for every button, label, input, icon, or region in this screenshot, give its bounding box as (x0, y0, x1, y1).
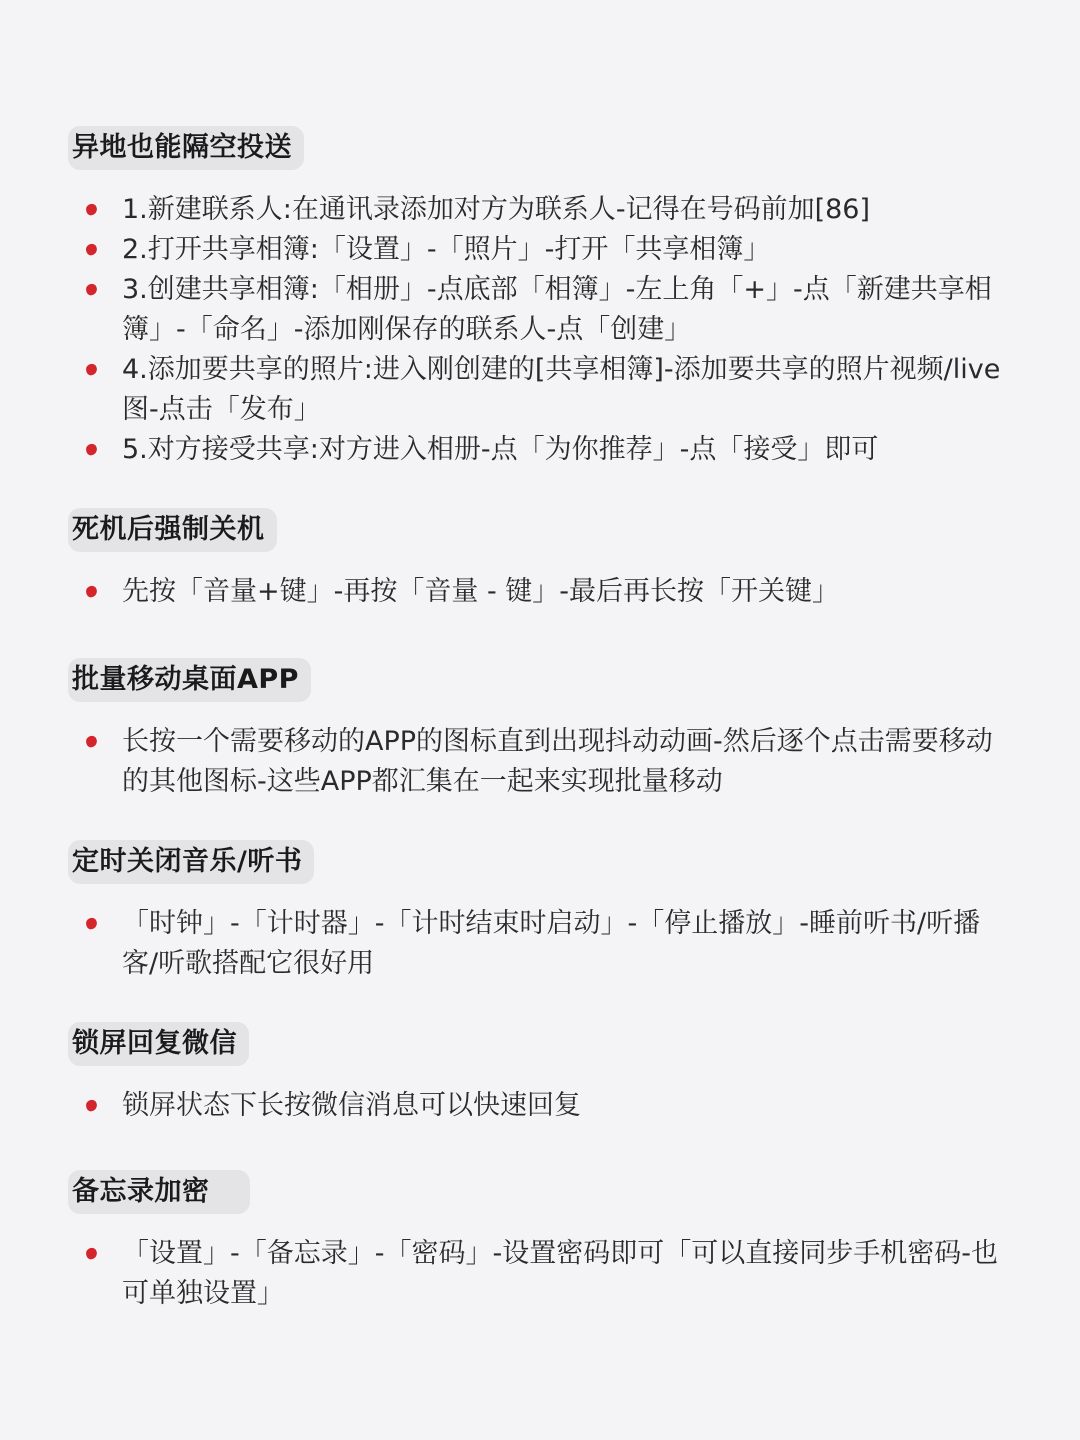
section-heading: 锁屏回复微信 (68, 1022, 249, 1066)
list-item (68, 1086, 1016, 1126)
bullet-list (68, 722, 1028, 802)
list-item (68, 572, 1016, 612)
list-item (68, 1234, 1016, 1314)
section-force-shutdown (68, 508, 1028, 612)
list-item-text: 2.打开共享相簿:「设置」-「照片」-打开「共享相簿」 (122, 234, 771, 265)
list-item-text: 「时钟」-「计时器」-「计时结束时启动」-「停止播放」-睡前听书/听播客/听歌搭配它很好用 (122, 908, 981, 979)
section-airdrop (68, 126, 1028, 470)
bullet-list (68, 904, 1028, 984)
bullet-dot-icon (84, 242, 98, 256)
bullet-dot-icon (84, 282, 98, 296)
bullet-dot-icon (84, 734, 98, 748)
bullet-dot-icon (84, 1098, 98, 1112)
list-item-text: 4.添加要共享的照片:进入刚创建的[共享相簿]-添加要共享的照片视频/live图-点击「发布」 (122, 354, 1001, 425)
bullet-list (68, 1086, 1028, 1126)
list-item (68, 904, 1016, 984)
section-timer-stop (68, 840, 1028, 984)
list-item-text: 3.创建共享相簿:「相册」-点底部「相簿」-左上角「+」-点「新建共享相簿」-「命名」-添加刚保存的联系人-点「创建」 (122, 274, 992, 345)
bullet-dot-icon (84, 362, 98, 376)
section-heading: 异地也能隔空投送 (68, 126, 304, 170)
list-item-text: 「设置」-「备忘录」-「密码」-设置密码即可「可以直接同步手机密码-也可单独设置」 (122, 1238, 998, 1309)
bullet-dot-icon (84, 584, 98, 598)
section-heading: 定时关闭音乐/听书 (68, 840, 314, 884)
section-lockscreen-wechat (68, 1022, 1028, 1126)
list-item (68, 270, 1016, 350)
bullet-dot-icon (84, 916, 98, 930)
list-item-text: 锁屏状态下长按微信消息可以快速回复 (122, 1090, 581, 1121)
list-item-text: 1.新建联系人:在通讯录添加对方为联系人-记得在号码前加[86] (122, 194, 871, 225)
section-heading: 死机后强制关机 (68, 508, 277, 552)
list-item (68, 230, 1016, 270)
list-item (68, 430, 1016, 470)
bullet-dot-icon (84, 442, 98, 456)
section-heading: 备忘录加密 (68, 1170, 250, 1214)
bullet-list (68, 1234, 1028, 1314)
bullet-list (68, 190, 1028, 470)
section-heading: 批量移动桌面APP (68, 658, 311, 702)
bullet-dot-icon (84, 1246, 98, 1260)
list-item-text: 先按「音量+键」-再按「音量 - 键」-最后再长按「开关键」 (122, 576, 840, 607)
section-notes-lock (68, 1170, 1028, 1314)
bullet-dot-icon (84, 202, 98, 216)
section-batch-move-apps (68, 658, 1028, 802)
list-item-text: 5.对方接受共享:对方进入相册-点「为你推荐」-点「接受」即可 (122, 434, 879, 465)
list-item (68, 722, 1016, 802)
list-item-text: 长按一个需要移动的APP的图标直到出现抖动动画-然后逐个点击需要移动的其他图标-这些APP都汇集在一起来实现批量移动 (122, 726, 993, 797)
list-item (68, 350, 1016, 430)
list-item (68, 190, 1016, 230)
bullet-list (68, 572, 1028, 612)
